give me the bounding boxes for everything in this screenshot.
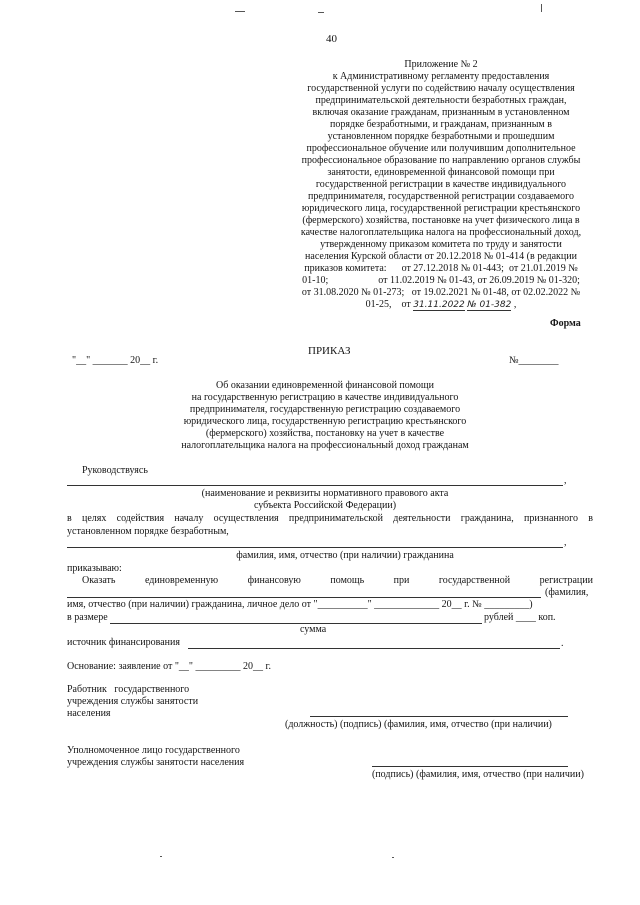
appendix-line: от 31.08.2020 № 01-273; от 19.02.2021 № 01-48, от 02.02.2022 № xyxy=(301,287,581,298)
scan-mark xyxy=(318,12,324,13)
appendix-line: 01-25, от 31.11.2022 № 01-382 , xyxy=(365,299,517,310)
scan-mark xyxy=(541,4,542,12)
subject-line: налогоплательщика налога на профессиональный доход гражданам xyxy=(181,440,469,451)
goal-line-2: установленном порядке безработным, xyxy=(67,526,229,537)
employee-line: населения xyxy=(67,708,111,719)
goal-line xyxy=(67,513,593,525)
subject-line: Об оказании единовременной финансовой помощи xyxy=(216,380,434,391)
fill-line xyxy=(67,597,541,598)
caption-act-2: субъекта Российской Федерации) xyxy=(253,500,397,511)
appendix-line: (фермерского) хозяйства, постановке на учет физического лица в xyxy=(302,215,580,226)
employee-line: Работник государственного xyxy=(67,684,190,695)
comma: , xyxy=(564,537,567,548)
funding-label: источник финансирования xyxy=(67,637,180,648)
comma: , xyxy=(564,475,567,486)
appendix-line: юридического лица, государственной регистрации крестьянского xyxy=(301,203,581,214)
appendix-line: занятости, единовременной финансовой помощи при xyxy=(327,167,555,178)
fill-line xyxy=(67,547,563,548)
appendix-line: государственной регистрации в качестве индивидуального xyxy=(315,179,567,190)
handwritten-date: 31.11.2022 xyxy=(413,300,465,310)
order-word: приказываю: xyxy=(67,563,122,574)
appendix-line: установленном порядке безработными и прошедшим xyxy=(327,131,555,142)
word: помощь xyxy=(330,575,365,586)
authorized-line: Уполномоченное лицо государственного xyxy=(67,745,240,756)
word: при xyxy=(393,575,410,586)
appendix-line: предпринимательской деятельности безработных граждан, xyxy=(315,95,567,106)
guided-by-label: Руководствуясь xyxy=(82,465,148,476)
appendix-line: Приложение № 2 xyxy=(404,59,478,70)
signature-line xyxy=(310,716,568,717)
form-label: Форма xyxy=(550,318,581,329)
word: осуществления xyxy=(213,513,279,524)
page-title: ПРИКАЗ xyxy=(308,345,351,357)
number-field: №________ xyxy=(509,355,559,366)
comma: . xyxy=(561,638,564,649)
word: единовременную xyxy=(144,575,219,586)
word: содействия xyxy=(116,513,165,524)
scan-mark xyxy=(235,11,245,12)
word: в xyxy=(67,513,72,524)
appendix-line: к Административному регламенту предоставления xyxy=(332,71,550,82)
order-line xyxy=(82,575,593,587)
fill-line xyxy=(188,648,560,649)
word: началу xyxy=(174,513,204,524)
employee-line: учреждения службы занятости xyxy=(67,696,199,707)
caption-sum: сумма xyxy=(300,624,327,635)
appendix-line: утвержденному приказом комитета по труду и занятости xyxy=(320,239,562,250)
caption-name: фамилия, имя, отчество (при наличии) гражданина xyxy=(236,550,454,561)
subject-line: юридического лица, государственную регистрацию крестьянского xyxy=(183,416,467,427)
employee-block xyxy=(67,684,198,720)
subject-line: на государственную регистрацию в качестве индивидуального xyxy=(191,392,459,403)
caption-signature: (подпись) (фамилия, имя, отчество (при наличии) xyxy=(372,769,584,780)
scan-mark xyxy=(392,857,394,858)
handwritten-number: № 01-382 xyxy=(467,300,512,310)
authorized-block xyxy=(67,745,244,769)
fill-line xyxy=(110,623,482,624)
word: Оказать xyxy=(82,575,116,586)
basis-line: Основание: заявление от "__" _________ 20__ г. xyxy=(67,661,271,672)
appendix-line: предпринимателя, государственной регистрации создаваемого xyxy=(308,191,574,202)
appendix-line: включая оказание гражданам, признанным в установленном xyxy=(312,107,570,118)
caption-act: (наименование и реквизиты нормативного правового акта xyxy=(201,488,449,499)
word: гражданина, xyxy=(460,513,514,524)
word: признанного xyxy=(523,513,578,524)
subject-line: предпринимателя, государственную регистрацию создаваемого xyxy=(189,404,461,415)
appendix-line: приказов комитета: от 27.12.2018 № 01-443; от 21.01.2019 № xyxy=(304,263,578,274)
date-field: "__" _______ 20__ г. xyxy=(72,355,159,366)
name-line: имя, отчество (при наличии) гражданина, личное дело от "__________" _____________ 20__ г. № _________) xyxy=(67,599,533,610)
appendix-line: качестве налогоплательщика налога на профессиональный доход, xyxy=(300,227,582,238)
order-suffix: (фамилия, xyxy=(545,587,589,598)
word: предпринимательской xyxy=(288,513,383,524)
appendix-line: профессиональное образование по направлению органов службы xyxy=(301,155,581,166)
page-number: 40 xyxy=(326,33,337,45)
signature-line xyxy=(372,766,568,767)
word: целях xyxy=(81,513,107,524)
caption-position: (должность) (подпись) (фамилия, имя, отчество (при наличии) xyxy=(285,719,552,730)
subject-block xyxy=(140,380,510,452)
appendix-line: населения Курской области от 20.12.2018 № 01-414 (в редакции xyxy=(305,251,577,262)
appendix-line: государственной услуги по содействию началу осуществления xyxy=(307,83,575,94)
appendix-line: профессиональное обучение или получившим дополнительное xyxy=(306,143,576,154)
amount-suffix: рублей ____ коп. xyxy=(484,612,556,623)
appendix-block xyxy=(282,59,600,311)
word: финансовую xyxy=(247,575,301,586)
subject-line: (фермерского) хозяйства, постановку на учет в качестве xyxy=(205,428,445,439)
authorized-line: учреждения службы занятости населения xyxy=(67,757,245,768)
word: регистрации xyxy=(539,575,593,586)
word: в xyxy=(588,513,593,524)
appendix-line: порядке безработными, и гражданам, признанным в xyxy=(330,119,552,130)
scan-mark xyxy=(160,856,162,857)
word: деятельности xyxy=(393,513,451,524)
word: государственной xyxy=(438,575,511,586)
amount-prefix: в размере xyxy=(67,612,108,623)
fill-line xyxy=(67,485,563,486)
appendix-line: 01-10; от 11.02.2019 № 01-43, от 26.09.2019 № 01-320; xyxy=(302,275,580,286)
